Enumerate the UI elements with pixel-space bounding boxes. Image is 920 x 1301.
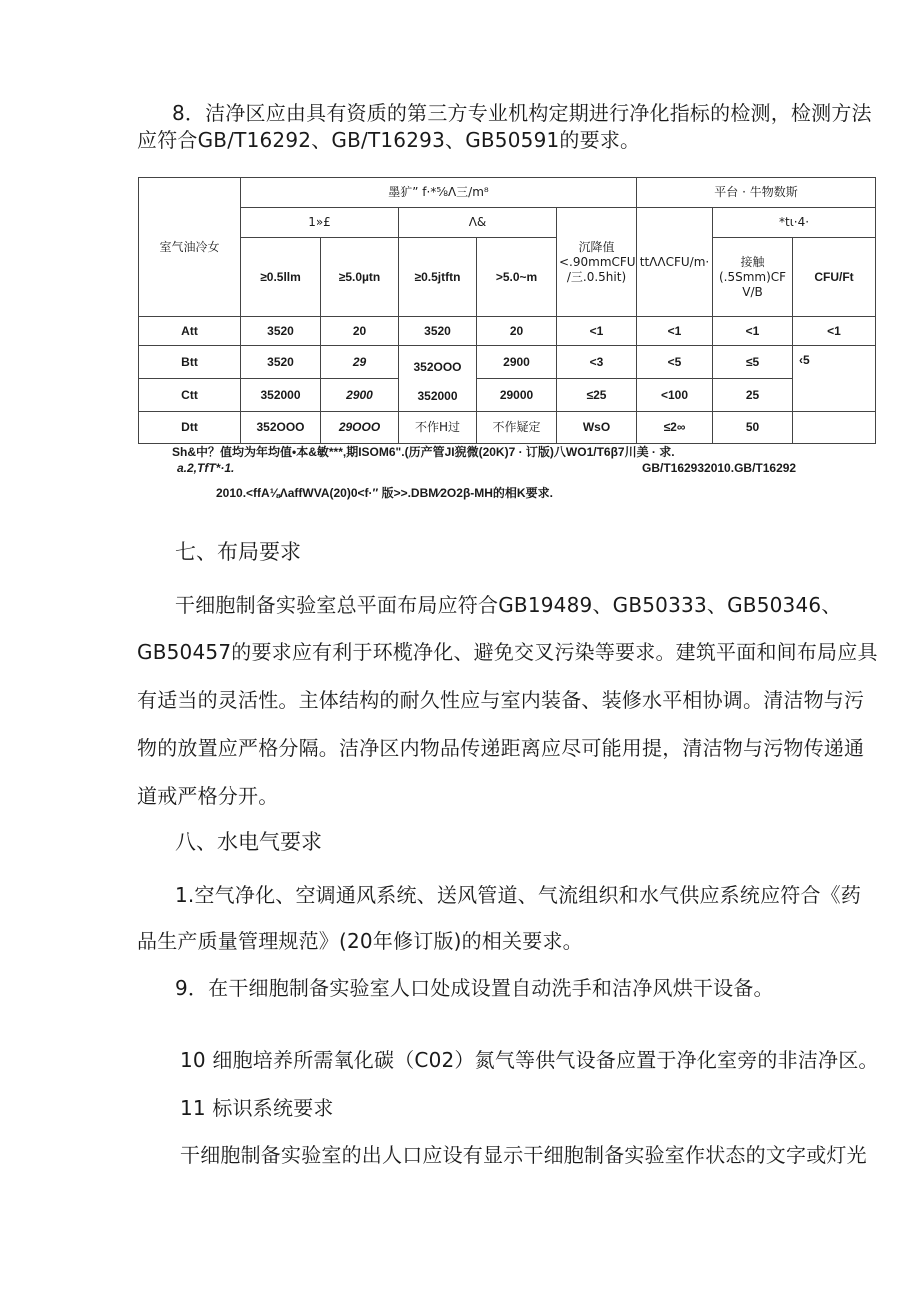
section7-line2: GB50457的要求应有利于环榄净化、避免交叉污染等要求。建筑平面和间布局应具	[137, 640, 878, 664]
subheader-dynamic: Λ&	[399, 208, 557, 238]
row-label: Dtt	[139, 412, 241, 444]
table-cell: 352000	[417, 389, 458, 403]
table-cell: 不作疑定	[477, 412, 557, 444]
table-cell: 2900	[321, 379, 399, 412]
section7-line4: 物的放置应严格分隔。洁净区内物品传递距离应尽可能用提，清洁物与污物传递通	[137, 736, 865, 760]
last-paragraph-line: 干细胞制备实验室的出人口应设有显示干细胞制备实验室作状态的文字或灯光	[180, 1143, 867, 1167]
table-cell: 3520	[241, 346, 321, 379]
section7-line5: 道戒严格分开。	[137, 784, 279, 808]
subheader-static: 1»£	[241, 208, 399, 238]
col-05-static: ≥0.5llm	[241, 238, 321, 317]
table-cell: 352OOO	[413, 360, 462, 374]
microbe-group-header: 平台 · 牛物数斯	[637, 178, 876, 208]
particle-group-header: 墨犷” f·*⅝Λ三/m⁸	[241, 178, 637, 208]
row-header: 室气油冷女	[139, 178, 241, 317]
table-row	[139, 379, 876, 412]
table-row	[139, 317, 876, 346]
col-05-dynamic: ≥0.5jtftn	[399, 238, 477, 317]
col-glove: CFU/Ft	[793, 238, 876, 317]
table-cell: <100	[637, 379, 713, 412]
item8-line2: 应符合GB/T16292、GB/T16293、GB50591的要求。	[137, 128, 641, 152]
col-float: ttΛΛCFU/m·	[637, 208, 713, 317]
table-cell: 29OOO	[321, 412, 399, 444]
row-label: Btt	[139, 346, 241, 379]
table-cell: WsO	[557, 412, 637, 444]
table-cell: <1	[637, 317, 713, 346]
row-label: Ctt	[139, 379, 241, 412]
table-cell: 不作H过	[399, 412, 477, 444]
table-note-line3: 2010.<ffA⅛ΛaffWVA(20)0<f·″ 版>>.DBM∕2O2β-MH的相K要求.	[216, 486, 553, 500]
subheader-surface: *tι·4·	[713, 208, 876, 238]
table-row	[139, 346, 876, 379]
section7-line1: 干细胞制备实验室总平面布局应符合GB19489、GB50333、GB50346、	[175, 593, 842, 617]
table-cell: ≤2∞	[637, 412, 713, 444]
section7-title: 七、布局要求	[175, 540, 301, 564]
row-label: Att	[139, 317, 241, 346]
table-cell: <5	[637, 346, 713, 379]
table-cell: 29000	[477, 379, 557, 412]
table-cell: 25	[713, 379, 793, 412]
col-contact: 接触 (.5Smm)CF V/B	[713, 238, 793, 317]
table-cell	[793, 412, 876, 444]
table-cell: 3520	[399, 317, 477, 346]
table-note-line1: Sh&中？值均为年均值•本&敏***,期ISOM6".(历产管JI猊微(20K)7 · 订版)八WO1/T6β7川美 · 求.	[172, 445, 675, 459]
table-cell: 2900	[477, 346, 557, 379]
table-cell: <1	[793, 317, 876, 346]
table-note-line2a: a.2,TfT*·1.	[177, 461, 235, 475]
item1-line2: 品生产质量管理规范》(20年修订版)的相关要求。	[137, 929, 583, 953]
cleanliness-table	[138, 177, 876, 444]
table-cell: <3	[557, 346, 637, 379]
table-cell: <1	[557, 317, 637, 346]
table-cell: <1	[713, 317, 793, 346]
item11: 11 标识系统要求	[180, 1096, 334, 1120]
table-cell: 3520	[241, 317, 321, 346]
table-cell: ‹5	[793, 346, 876, 412]
col-settle: 沉降值 <.90mmCFU /三.0.5hit)	[557, 208, 637, 317]
section8-title: 八、水电气要求	[175, 830, 322, 854]
table-cell: ≤25	[557, 379, 637, 412]
table-cell: 29	[321, 346, 399, 379]
table-cell-merged	[399, 346, 477, 412]
item9: 9．在干细胞制备实验室人口处成设置自动洗手和洁净风烘干设备。	[175, 976, 774, 1000]
table-note-line2b: GB/T162932010.GB/T16292	[642, 461, 797, 475]
table-cell: ≤5	[713, 346, 793, 379]
col-50-static: ≥5.0µtn	[321, 238, 399, 317]
col-50-dynamic: >5.0~m	[477, 238, 557, 317]
table-row	[139, 412, 876, 444]
table-cell: 50	[713, 412, 793, 444]
section7-line3: 有适当的灵活性。主体结构的耐久性应与室内装备、装修水平相协调。清洁物与污	[137, 688, 865, 712]
item8-line1: 8．洁净区应由具有资质的第三方专业机构定期进行净化指标的检测，检测方法	[172, 101, 872, 125]
item1-line1: 1.空气净化、空调通风系统、送风管道、气流组织和水气供应系统应符合《药	[175, 883, 862, 907]
table-cell: 352OOO	[241, 412, 321, 444]
table-cell: 20	[477, 317, 557, 346]
table-cell: 20	[321, 317, 399, 346]
table-cell: 352000	[241, 379, 321, 412]
item10: 10 细胞培养所需氧化碳（C02）氮气等供气设备应置于净化室旁的非洁净区。	[180, 1048, 879, 1072]
